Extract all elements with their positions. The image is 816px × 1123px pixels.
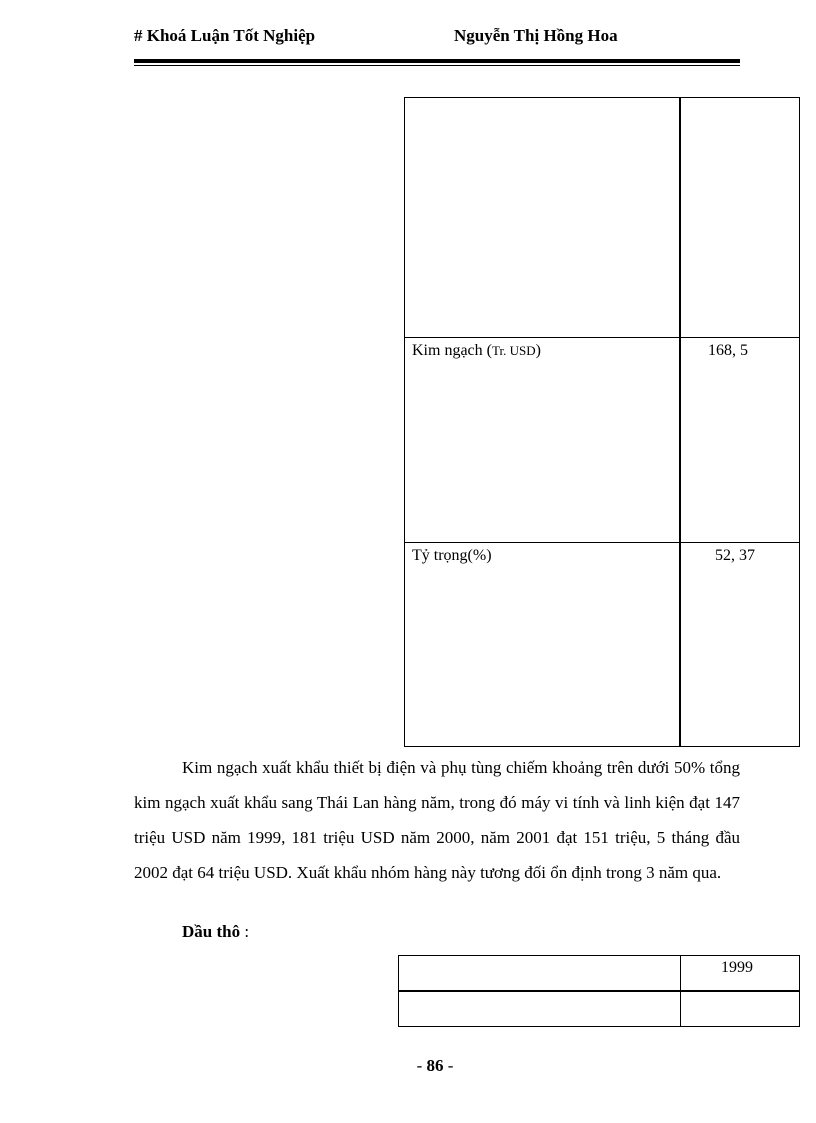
subheading-rest: : xyxy=(240,922,250,941)
data-table-2 xyxy=(398,955,800,1027)
page-number: - 86 - xyxy=(416,1056,454,1075)
subheading-bold: Dầu thô xyxy=(182,922,241,941)
table-row-label: Kim ngạch (Tr. USD) xyxy=(412,342,541,359)
author-name: Nguyễn Thị Hồng Hoa xyxy=(454,26,618,45)
thesis-title: # Khoá Luận Tốt Nghiệp xyxy=(134,26,316,45)
table-row-label: Tỷ trọng(%) xyxy=(412,547,492,564)
header-rule-thick xyxy=(134,59,740,63)
table-row-value: 168, 5 xyxy=(708,342,748,359)
page-header xyxy=(134,26,740,56)
table-header-year: 1999 xyxy=(721,959,753,976)
section-subheading xyxy=(182,922,249,942)
paragraph-text: Kim ngạch xuất khẩu thiết bị điện và phụ tùng chiếm khoảng trên dưới 50% tổng kim ngạch xuất khẩu sang Thái Lan hàng năm, trong đó máy vi tính và linh kiện đạt 147 triệu USD năm 1999, 181 triệu USD năm 2000, năm 2001 đạt 151 triệu, 5 tháng đầu 2002 đạt 64 triệu USD. Xuất khẩu nhóm hàng này tương đối ổn định trong 3 năm qua. xyxy=(134,758,740,882)
table-row-value: 52, 37 xyxy=(715,547,755,564)
header-rule-thin xyxy=(134,65,740,66)
data-table-1 xyxy=(404,97,800,747)
body-paragraph xyxy=(134,750,740,890)
